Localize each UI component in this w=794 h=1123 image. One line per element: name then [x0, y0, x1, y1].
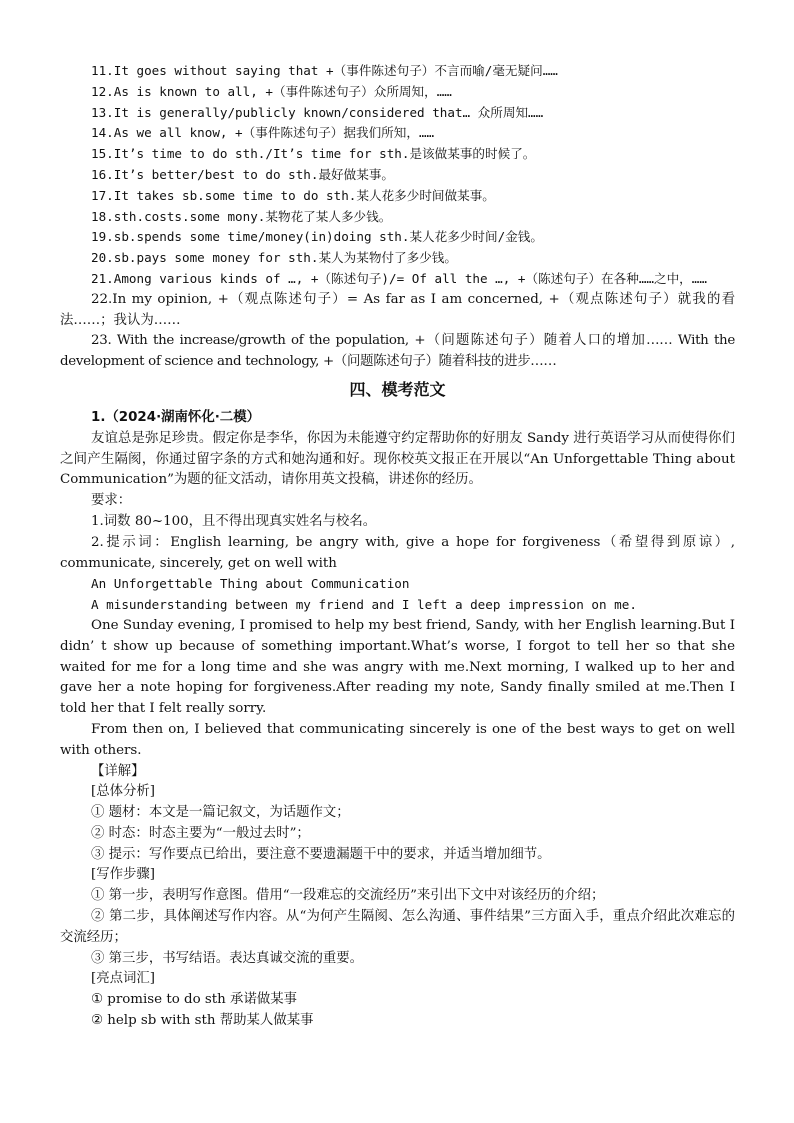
step-item-3: ③ 第三步，书写结语。表达真诚交流的重要。	[91, 950, 364, 966]
question-block	[60, 408, 735, 574]
question-prompt: 友谊总是弥足珍贵。假定你是李华，你因为未能遵守约定帮助你的好朋友 Sandy 进行英语学习从而使得你们之间产生隔阂，你通过留字条的方式和她沟通和好。现你校英文报正在开展以“An Unforgettable Thing about Communication”为题的征文活动，请你用英文投稿，讲述你的经历。	[60, 430, 735, 488]
essay-paragraph-2: One Sunday evening, I promised to help my best friend, Sandy, with her English learning.But I didn’ t show up because of something important.What’s worse, I forgot to tell her so that she waited for me for a long time and she was angry with me.Next morning, I walked up to her and gave her a note hoping for forgiveness.After reading my note, Sandy finally smiled at me.Then I told her that I felt really sorry.	[60, 617, 735, 717]
vocab-item-2: ② help sb with sth 帮助某人做某事	[91, 1013, 314, 1029]
phrase-14: 14.As we all know, +（事件陈述句子）据我们所知，……	[91, 125, 435, 141]
phrase-15: 15.It’s time to do sth./It’s time for sth.是该做某事的时候了。	[91, 146, 536, 162]
phrase-23: 23. With the increase/growth of the population, +（问题陈述句子）随着人口的增加…… With the development of science and technology, +（问题陈述句子）随着科技的进步……	[60, 333, 735, 370]
section-title: 四、模考范文	[349, 379, 446, 399]
phrase-11: 11.It goes without saying that +（事件陈述句子）不言而喻/毫无疑问……	[91, 63, 558, 78]
essay-paragraph-1: A misunderstanding between my friend and I left a deep impression on me.	[91, 597, 637, 613]
requirements-label: 要求：	[91, 493, 132, 509]
analysis-block	[60, 762, 735, 1032]
step-item-1: ① 第一步，表明写作意图。借用“一段难忘的交流经历”来引出下文中对该经历的介绍；	[91, 888, 605, 904]
document-body	[60, 61, 735, 1032]
vocab-label: [亮点词汇]	[91, 971, 156, 987]
overall-item-2: ② 时态：时态主要为“一般过去时”；	[91, 825, 310, 841]
phrase-20: 20.sb.pays some money for sth.某人为某物付了多少钱。	[91, 250, 457, 266]
sample-essay	[60, 574, 735, 761]
essay-paragraph-3: From then on, I believed that communicating sincerely is one of the best ways to get on well with others.	[60, 721, 735, 758]
phrase-22: 22.In my opinion, +（观点陈述句子）= As far as I am concerned, +（观点陈述句子）就我的看法……；我认为……	[60, 291, 735, 328]
overall-item-3: ③ 提示：写作要点已给出，要注意不要遗漏题干中的要求，并适当增加细节。	[91, 846, 551, 862]
phrase-13: 13.It is generally/publicly known/considered that… 众所周知……	[91, 104, 544, 120]
phrase-16: 16.It’s better/best to do sth.最好做某事。	[91, 166, 395, 182]
overall-item-1: ① 题材：本文是一篇记叙文，为话题作文；	[91, 805, 350, 821]
phrase-12: 12.As is known to all, +（事件陈述句子）众所周知，……	[91, 83, 452, 99]
phrase-17: 17.It takes sb.some time to do sth.某人花多少时间做某事。	[91, 187, 495, 203]
essay-title: An Unforgettable Thing about Communication	[91, 576, 410, 592]
requirement-2: 2.提示词：English learning, be angry with, give a hope for forgiveness（希望得到原谅）, communicate, sincerely, get on well with	[60, 534, 735, 571]
writing-steps-label: [写作步骤]	[91, 867, 156, 883]
analysis-label: 【详解】	[91, 763, 145, 779]
requirement-1: 1.词数 80~100，且不得出现真实姓名与校名。	[91, 513, 377, 529]
vocab-item-1: ① promise to do sth 承诺做某事	[91, 992, 298, 1008]
phrase-18: 18.sth.costs.some mony.某物花了某人多少钱。	[91, 208, 392, 224]
phrase-list	[60, 61, 735, 373]
phrase-21: 21.Among various kinds of …, +（陈述句子)/= Of all the …, +（陈述句子）在各种……之中，……	[91, 270, 707, 286]
step-item-2: ② 第二步，具体阐述写作内容。从“为何产生隔阂、怎么沟通、事件结果”三方面入手，重点介绍此次难忘的交流经历；	[60, 909, 735, 945]
phrase-19: 19.sb.spends some time/money(in)doing sth.某人花多少时间/金钱。	[91, 229, 543, 245]
question-heading: 1.（2024·湖南怀化·二模）	[91, 409, 260, 425]
overall-analysis-label: [总体分析]	[91, 784, 156, 800]
